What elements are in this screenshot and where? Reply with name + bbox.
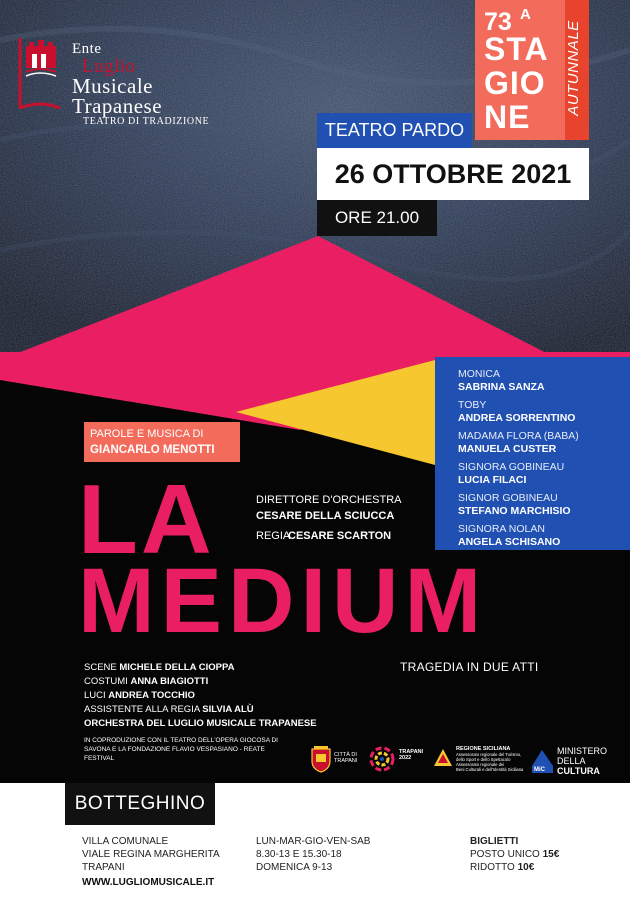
ticket-line: POSTO UNICO 15€	[470, 849, 560, 860]
coproduction-note: IN COPRODUZIONE CON IL TEATRO DELL'OPERA GIOCOSA DI SAVONA E LA FONDAZIONE FLAVIO VESPASIANO - REATE FESTIVAL	[84, 737, 278, 762]
address-line: VIALE REGINA MARGHERITA	[82, 849, 220, 860]
sicily-trinacria-icon	[433, 748, 453, 768]
website-link[interactable]: WWW.LUGLIOMUSICALE.IT	[82, 877, 215, 888]
cast-role: TOBY	[458, 399, 487, 411]
ente-logo-icon	[10, 30, 65, 110]
credit-line: ASSISTENTE ALLA REGIA SILVIA ALÙ	[84, 704, 254, 715]
ministero-line: CULTURA	[557, 766, 600, 776]
credit-line: LUCI ANDREA TOCCHIO	[84, 690, 195, 701]
conductor-label: DIRETTORE D'ORCHESTRA	[256, 494, 402, 506]
hours-line: LUN-MAR-GIO-VEN-SAB	[256, 836, 371, 847]
cast-name: ANGELA SCHISANO	[458, 536, 561, 548]
cast-role: MADAMA FLORA (BABA)	[458, 430, 579, 442]
credit-line: COSTUMI ANNA BIAGIOTTI	[84, 676, 209, 687]
regione-line: dello Sport e dello Spettacolo	[456, 757, 511, 762]
logo-ente: Ente	[72, 41, 102, 57]
cast-name: SABRINA SANZA	[458, 381, 545, 393]
cast-role: SIGNORA NOLAN	[458, 523, 545, 535]
trapani-2022-label: TRAPANI 2022	[399, 749, 424, 762]
citta-label: CITTÀ DI TRAPANI	[334, 752, 358, 765]
ministero-line: MINISTERO	[557, 746, 608, 756]
box-office-title: BOTTEGHINO	[65, 783, 215, 825]
tickets-title: BIGLIETTI	[470, 836, 519, 847]
cast-role: SIGNORA GOBINEAU	[458, 461, 565, 473]
trapani-crest-icon	[310, 745, 332, 773]
season-number: 73	[484, 8, 512, 36]
season-ordinal: A	[520, 6, 531, 23]
mic-label: MiC	[534, 767, 545, 773]
hours-line: 8.30-13 E 15.30-18	[256, 849, 342, 860]
author-label: PAROLE E MUSICA DI	[90, 428, 204, 440]
address-line: TRAPANI	[82, 862, 125, 873]
season-word-1: STA	[484, 31, 549, 67]
venue-label: TEATRO PARDO	[317, 113, 472, 148]
credit-line: SCENE MICHELE DELLA CIOPPA	[84, 662, 235, 673]
regione-title: REGIONE SICILIANA	[456, 746, 511, 752]
cast-name: MANUELA CUSTER	[458, 443, 557, 455]
event-date: 26 OTTOBRE 2021	[317, 148, 589, 200]
title-line-2: MEDIUM	[78, 550, 488, 652]
hours-line: DOMENICA 9-13	[256, 862, 333, 873]
cast-role: MONICA	[458, 368, 500, 380]
address-line: VILLA COMUNALE	[82, 836, 169, 847]
pink-triangle	[0, 236, 560, 360]
cast-name: LUCIA FILACI	[458, 474, 527, 486]
conductor-name: CESARE DELLA SCIUCCA	[256, 510, 395, 522]
author-name: GIANCARLO MENOTTI	[90, 444, 215, 456]
season-vertical-label: AUTUNNALE	[565, 20, 582, 116]
logo-luglio: Luglio	[82, 56, 136, 77]
event-time: ORE 21.00	[317, 200, 437, 236]
cast-name: ANDREA SORRENTINO	[458, 412, 576, 424]
logo-musicale: Musicale	[72, 74, 153, 98]
ticket-line: RIDOTTO 10€	[470, 862, 535, 873]
regione-line: Assessorato regionale dei	[456, 762, 505, 767]
cast-role: SIGNOR GOBINEAU	[458, 492, 558, 504]
regione-line: Assessorato regionale del Turismo,	[456, 752, 522, 757]
regione-line: Beni Culturali e dell'Identità Siciliana	[456, 767, 524, 772]
trapani-2022-icon	[367, 744, 397, 774]
season-word-3: NE	[484, 99, 531, 135]
ministero-line: DELLA	[557, 756, 586, 766]
regia-name: CESARE SCARTON	[288, 530, 392, 542]
season-word-2: GIO	[484, 65, 546, 101]
cast-name: STEFANO MARCHISIO	[458, 505, 571, 517]
subtitle: TRAGEDIA IN DUE ATTI	[400, 660, 539, 674]
credit-line: ORCHESTRA DEL LUGLIO MUSICALE TRAPANESE	[84, 718, 317, 729]
regia-label: REGIA	[256, 530, 291, 542]
logo-trapanese: Trapanese	[72, 94, 163, 118]
title-line-1: LA	[78, 464, 215, 574]
logo-tagline: TEATRO DI TRADIZIONE	[83, 116, 210, 127]
